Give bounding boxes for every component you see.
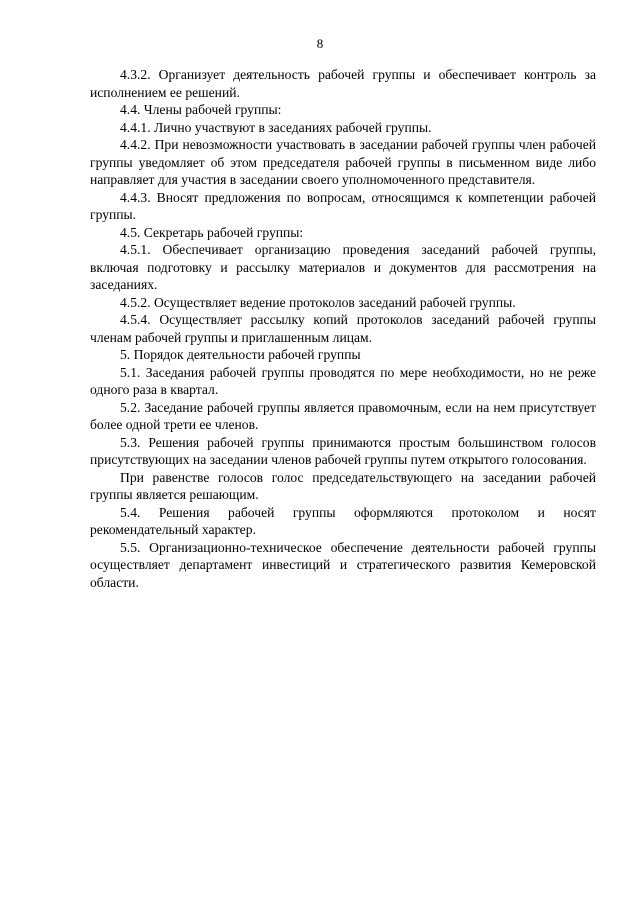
paragraph-4-5-1: 4.5.1. Обеспечивает организацию проведения заседаний рабочей группы, включая подготовку и рассылку материалов и документов для рассмотрения на заседаниях. <box>90 242 596 292</box>
paragraph-5-3: 5.3. Решения рабочей группы принимаются простым большинством голосов присутствующих на заседании членов рабочей группы путем открытого голосования. <box>90 434 596 467</box>
document-body <box>90 66 596 591</box>
section-5-heading: 5. Порядок деятельности рабочей группы <box>120 347 361 362</box>
paragraph-4-5-4: 4.5.4. Осуществляет рассылку копий протоколов заседаний рабочей группы членам рабочей группы и приглашенным лицам. <box>90 312 596 345</box>
paragraph-4-3-2: 4.3.2. Организует деятельность рабочей группы и обеспечивает контроль за исполнением ее решений. <box>90 67 596 100</box>
paragraph-4-4-2: 4.4.2. При невозможности участвовать в заседании рабочей группы член рабочей группы уведомляет об этом председателя рабочей группы в письменном виде либо направляет для участия в заседании своего уполномоченного представителя. <box>90 137 596 187</box>
paragraph-4-4: 4.4. Члены рабочей группы: <box>120 102 282 117</box>
paragraph-4-4-1: 4.4.1. Лично участвуют в заседаниях рабочей группы. <box>120 119 432 135</box>
page-number: 8 <box>316 36 324 51</box>
paragraph-5-5: 5.5. Организационно-техническое обеспечение деятельности рабочей группы осуществляет департамент инвестиций и стратегического развития Кемеровской области. <box>90 539 596 590</box>
paragraph-4-5-2: 4.5.2. Осуществляет ведение протоколов заседаний рабочей группы. <box>120 294 516 310</box>
paragraph-5-3-continued: При равенстве голосов голос председательствующего на заседании рабочей группы является решающим. <box>90 469 596 502</box>
paragraph-4-5: 4.5. Секретарь рабочей группы: <box>120 224 304 240</box>
paragraph-5-1: 5.1. Заседания рабочей группы проводятся по мере необходимости, но не реже одного раза в квартал. <box>90 364 596 397</box>
paragraph-4-4-3: 4.4.3. Вносят предложения по вопросам, относящимся к компетенции рабочей группы. <box>90 189 596 222</box>
paragraph-5-2: 5.2. Заседание рабочей группы является правомочным, если на нем присутствует более одной трети ее членов. <box>90 399 596 432</box>
paragraph-5-4: 5.4. Решения рабочей группы оформляются протоколом и носят рекомендательный характер. <box>90 504 596 537</box>
